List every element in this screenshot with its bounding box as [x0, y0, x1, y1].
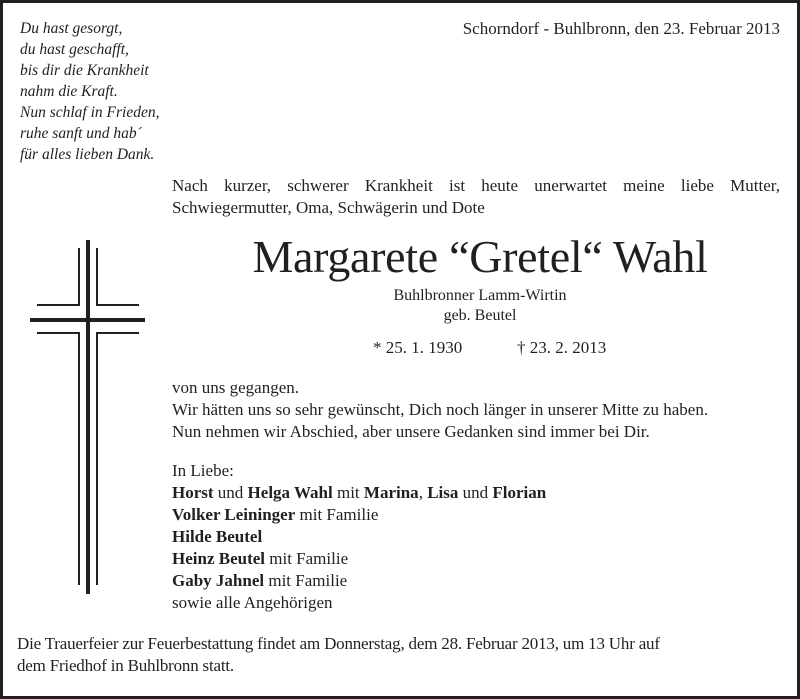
death-date: † 23. 2. 2013: [517, 338, 607, 357]
mourner-name: Volker Leininger: [172, 505, 296, 524]
poem-line: nahm die Kraft.: [20, 83, 118, 100]
body-line: von uns gegangen.: [172, 378, 300, 397]
mourners-heading: In Liebe:: [172, 461, 234, 480]
mourner-name: Florian: [492, 483, 547, 502]
poem-line: ruhe sanft und hab´: [20, 125, 142, 142]
obituary-notice: [3, 3, 797, 696]
mourner-name: Heinz Beutel: [172, 549, 266, 568]
poem: [20, 18, 160, 165]
intro-text: [172, 175, 780, 219]
body-line: Nun nehmen wir Abschied, aber unsere Gedanken sind immer bei Dir.: [172, 422, 650, 441]
mourner-name: Marina: [363, 483, 419, 502]
connector-text: mit Familie: [295, 505, 379, 524]
poem-line: bis dir die Krankheit: [20, 62, 149, 79]
poem-line: für alles lieben Dank.: [20, 146, 155, 163]
dateline: Schorndorf - Buhlbronn, den 23. Februar 2013: [462, 19, 780, 38]
mourners-list: [172, 460, 546, 614]
mourner-name: Gaby Jahnel: [172, 571, 265, 590]
body-line: Wir hätten uns so sehr gewünscht, Dich noch länger in unserer Mitte zu haben.: [172, 400, 709, 419]
connector-text: mit Familie: [264, 571, 348, 590]
funeral-info: [17, 633, 660, 677]
mourner-name: Lisa: [427, 483, 459, 502]
mourner-row: [172, 548, 546, 570]
poem-line: Du hast gesorgt,: [20, 20, 123, 37]
funeral-info-line: dem Friedhof in Buhlbronn statt.: [17, 656, 234, 675]
mourner-name: Hilde Beutel: [172, 527, 263, 546]
intro-line: Nach kurzer, schwerer Krankheit ist heute unerwartet meine liebe Mutter,: [172, 176, 780, 195]
mourner-row: [172, 482, 546, 504]
mourner-name: Horst: [172, 483, 214, 502]
mourner-name: Helga Wahl: [247, 483, 333, 502]
funeral-info-line: Die Trauerfeier zur Feuerbestattung findet am Donnerstag, dem 28. Februar 2013, um 13 Uhr auf: [17, 634, 660, 653]
connector-text: und: [458, 483, 493, 502]
poem-line: Nun schlaf in Frieden,: [20, 104, 160, 121]
connector-text: ,: [418, 483, 428, 502]
intro-line: Schwiegermutter, Oma, Schwägerin und Dote: [172, 198, 485, 217]
connector-text: und: [213, 483, 248, 502]
body-text: [172, 377, 708, 443]
connector-text: mit Familie: [265, 549, 349, 568]
maiden-name: geb. Beutel: [443, 307, 517, 324]
poem-line: du hast geschafft,: [20, 41, 129, 58]
mourner-row: [172, 570, 546, 592]
deceased-title: Buhlbronner Lamm-Wirtin: [393, 287, 567, 304]
mourner-row: [172, 504, 546, 526]
birth-date: * 25. 1. 1930: [373, 338, 463, 357]
mourners-closing: sowie alle Angehörigen: [172, 593, 333, 612]
connector-text: mit: [332, 483, 364, 502]
deceased-name: Margarete “Gretel“ Wahl: [252, 231, 708, 282]
mourner-row: [172, 526, 546, 548]
